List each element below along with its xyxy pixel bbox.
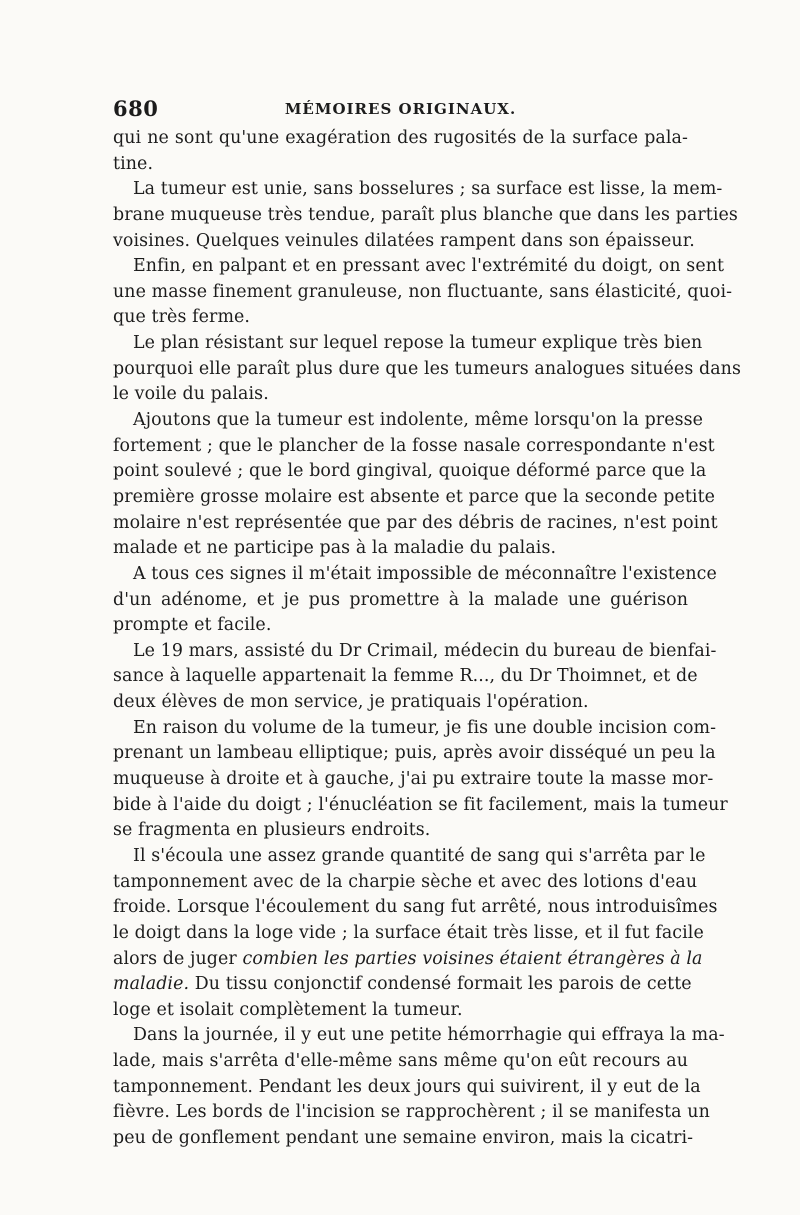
text-line: peu de gonflement pendant une semaine environ, mais la cicatri- [113,1127,694,1148]
text-run: Du tissu conjonctif condensé formait les parois de cette [194,974,692,995]
text-line: deux élèves de mon service, je pratiquais l'opération. [113,692,589,713]
text-line: qui ne sont qu'une exagération des rugosités de la surface pala- [113,128,688,148]
text-line: froide. Lorsque l'écoulement du sang fut arrêté, nous introduisîmes [113,897,718,918]
text-line-mixed [113,947,703,973]
text-line: le doigt dans la loge vide ; la surface était très lisse, et il fut facile [113,922,704,943]
text-line: loge et isolait complètement la tumeur. [113,999,463,1020]
text-line: bide à l'aide du doigt ; l'énucléation se fit facilement, mais la tumeur [113,794,728,815]
text-line: d'un adénome, et je pus promettre à la malade une guérison [113,589,688,610]
text-line: voisines. Quelques veinules dilatées rampent dans son épaisseur. [113,230,695,251]
page-number: 680 [113,96,159,121]
text-line: prompte et facile. [113,615,272,636]
text-line: La tumeur est unie, sans bosselures ; sa surface est lisse, la mem- [133,179,723,200]
text-line: malade et ne participe pas à la maladie du palais. [113,538,557,559]
running-head: MÉMOIRES ORIGINAUX. [284,100,517,118]
text-line: brane muqueuse très tendue, paraît plus blanche que dans les parties [113,204,738,225]
italic-text-run: combien les parties voisines étaient étrangères à la [242,948,703,969]
text-line: le voile du palais. [113,384,269,405]
text-line: pourquoi elle paraît plus dure que les tumeurs analogues situées dans [113,358,741,379]
text-line: molaire n'est représentée que par des débris de racines, n'est point [113,512,718,533]
text-line: se fragmenta en plusieurs endroits. [113,820,431,841]
text-line: muqueuse à droite et à gauche, j'ai pu extraire toute la masse mor- [113,769,714,790]
italic-text-run: maladie. [113,974,190,995]
text-line: lade, mais s'arrêta d'elle-même sans même qu'on eût recours au [113,1051,688,1072]
text-line: fortement ; que le plancher de la fosse nasale correspondante n'est [113,435,715,456]
text-line: Le 19 mars, assisté du Dr Crimail, médecin du bureau de bienfai- [133,640,717,661]
text-line: que très ferme. [113,307,251,328]
text-line: A tous ces signes il m'était impossible de méconnaître l'existence [133,563,717,584]
text-line: tamponnement avec de la charpie sèche et avec des lotions d'eau [113,871,698,892]
text-line: tamponnement. Pendant les deux jours qui suivirent, il y eut de la [113,1076,701,1097]
text-line: sance à laquelle appartenait la femme R..., du Dr Thoimnet, et de [113,666,698,687]
text-line: une masse finement granuleuse, non fluctuante, sans élasticité, quoi- [113,281,733,302]
text-line: Il s'écoula une assez grande quantité de sang qui s'arrêta par le [133,845,706,866]
text-line-mixed [113,972,692,998]
page-header [113,92,688,126]
text-line: En raison du volume de la tumeur, je fis une double incision com- [133,717,717,738]
text-line: Dans la journée, il y eut une petite hémorrhagie qui effraya la ma- [133,1025,725,1046]
text-line: prenant un lambeau elliptique; puis, après avoir disséqué un peu la [113,743,716,764]
text-line: Le plan résistant sur lequel repose la tumeur explique très bien [133,333,703,354]
text-run: alors de juger [113,948,237,969]
body-text [113,126,741,1152]
text-line: fièvre. Les bords de l'incision se rapprochèrent ; il se manifesta un [113,1102,710,1123]
text-line: point soulevé ; que le bord gingival, quoique déformé parce que la [113,461,707,482]
text-line: Ajoutons que la tumeur est indolente, même lorsqu'on la presse [133,410,704,431]
text-line: tine. [113,153,154,174]
text-line: Enfin, en palpant et en pressant avec l'extrémité du doigt, on sent [133,256,725,277]
text-line: première grosse molaire est absente et parce que la seconde petite [113,486,716,507]
